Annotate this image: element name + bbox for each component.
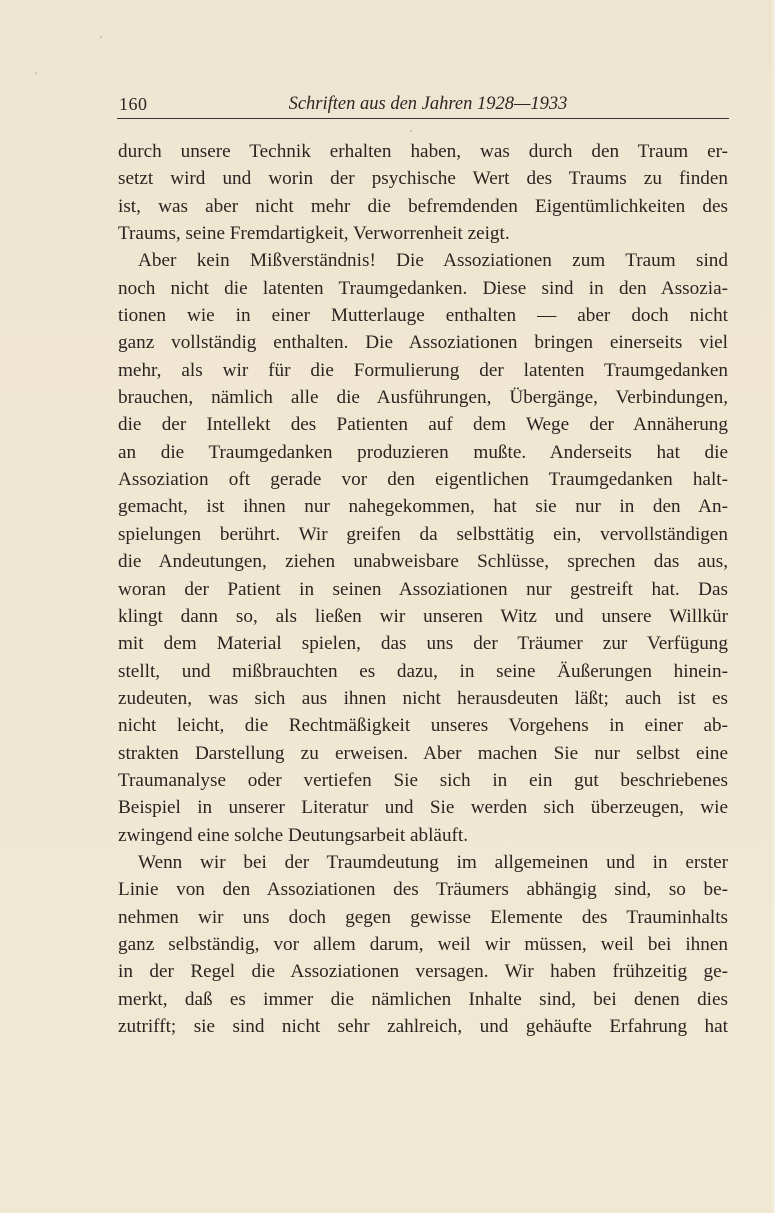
text-line: zudeuten, was sich aus ihnen nicht herausdeuten läßt; auch ist es: [118, 687, 728, 709]
text-line: mehr, als wir für die Formulierung der latenten Traumgedanken: [118, 359, 728, 381]
text-line: durch unsere Technik erhalten haben, was durch den Traum er-: [118, 141, 728, 162]
text-line: Traums, seine Fremdartigkeit, Verworrenheit zeigt.: [118, 223, 510, 245]
text-line: klingt dann so, als ließen wir unseren Witz und unsere Willkür: [118, 605, 728, 627]
text-line: ist, was aber nicht mehr die befremdenden Eigentümlichkeiten des: [118, 195, 728, 217]
text-line: nicht leicht, die Rechtmäßigkeit unseres Vorgehens in einer ab-: [118, 715, 728, 737]
body-text: [118, 138, 728, 1040]
paper-speck: [410, 130, 412, 132]
text-line: an die Traumgedanken produzieren mußte. Anderseits hat die: [118, 441, 728, 463]
text-line: Beispiel in unserer Literatur und Sie werden sich überzeugen, wie: [118, 797, 728, 819]
text-line: spielungen berührt. Wir greifen da selbsttätig ein, vervollständigen: [118, 523, 728, 545]
text-line: gemacht, ist ihnen nur nahegekommen, hat sie nur in den An-: [118, 496, 728, 518]
text-line: strakten Darstellung zu erweisen. Aber machen Sie nur selbst eine: [118, 742, 728, 764]
text-line: mit dem Material spielen, das uns der Träumer zur Verfügung: [118, 633, 728, 655]
text-line: merkt, daß es immer die nämlichen Inhalte sind, bei denen dies: [118, 988, 728, 1010]
text-line: Aber kein Mißverständnis! Die Assoziationen zum Traum sind: [138, 250, 728, 272]
page-number: 160: [119, 94, 148, 114]
text-line: Traumanalyse oder vertiefen Sie sich in ein gut beschriebenes: [118, 769, 728, 791]
text-line: nehmen wir uns doch gegen gewisse Elemente des Trauminhalts: [118, 906, 728, 928]
text-line: noch nicht die latenten Traumgedanken. Diese sind in den Assozia-: [118, 277, 728, 299]
paper-speck: [100, 36, 102, 38]
text-line: die Andeutungen, ziehen unabweisbare Schlüsse, sprechen das aus,: [118, 551, 728, 573]
running-title: Schriften aus den Jahren 1928—1933: [288, 94, 568, 114]
text-line: woran der Patient in seinen Assoziationen nur gestreift hat. Das: [118, 578, 728, 600]
text-line: brauchen, nämlich alle die Ausführungen, Übergänge, Verbindungen,: [118, 387, 728, 409]
text-line: zwingend eine solche Deutungsarbeit abläuft.: [118, 824, 469, 846]
paper-speck: [35, 72, 37, 74]
text-line: Wenn wir bei der Traumdeutung im allgemeinen und in erster: [138, 851, 728, 873]
text-line: Linie von den Assoziationen des Träumers abhängig sind, so be-: [118, 879, 728, 901]
text-line: tionen wie in einer Mutterlauge enthalten — aber doch nicht: [118, 305, 728, 327]
text-line: setzt wird und worin der psychische Wert des Traums zu finden: [118, 168, 728, 190]
text-line: die der Intellekt des Patienten auf dem Wege der Annäherung: [118, 414, 728, 436]
text-line: ganz vollständig enthalten. Die Assoziationen bringen einerseits viel: [118, 332, 728, 354]
text-line: in der Regel die Assoziationen versagen. Wir haben frühzeitig ge-: [118, 961, 728, 983]
header-rule: [117, 118, 729, 119]
text-line: zutrifft; sie sind nicht sehr zahlreich, und gehäufte Erfahrung hat: [118, 1016, 728, 1037]
text-line: ganz selbständig, vor allem darum, weil wir müssen, weil bei ihnen: [118, 933, 728, 955]
running-head: [117, 94, 729, 118]
text-line: Assoziation oft gerade vor den eigentlichen Traumgedanken halt-: [118, 469, 728, 491]
text-line: stellt, und mißbrauchten es dazu, in seine Äußerungen hinein-: [118, 660, 728, 682]
